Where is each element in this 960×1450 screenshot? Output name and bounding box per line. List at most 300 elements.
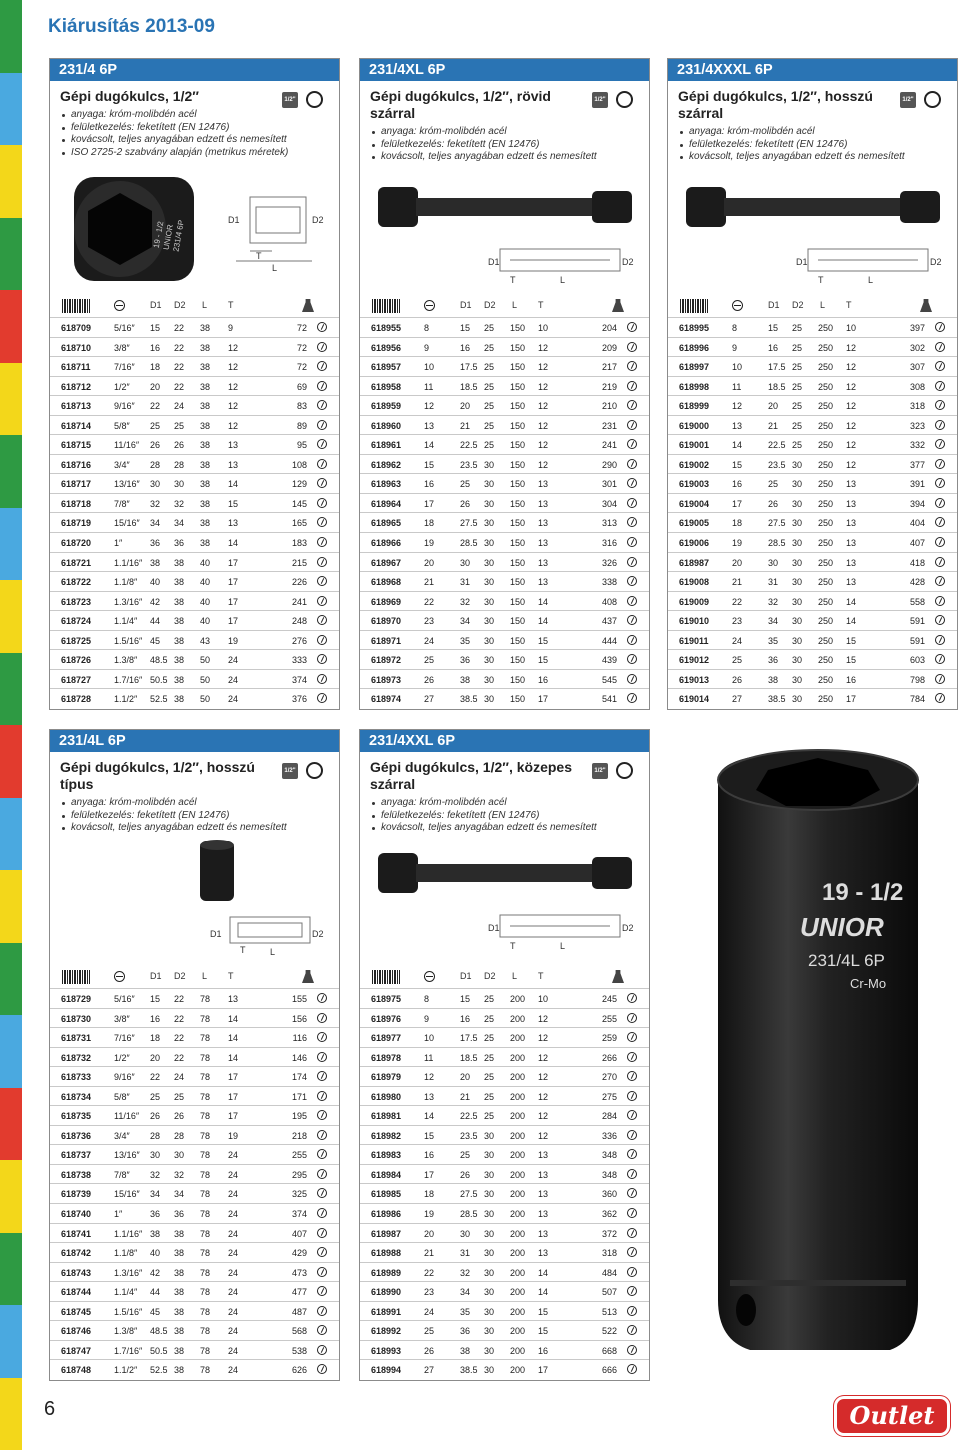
item-weight: 784 [909, 694, 925, 705]
table-row [360, 317, 649, 337]
table-row [50, 610, 339, 630]
item-value: 15/16″ [114, 1189, 140, 1200]
item-value: 30 [792, 694, 803, 705]
item-value: 19 [732, 538, 743, 549]
cr-mo-icon [935, 693, 945, 703]
item-code: 618980 [371, 1091, 402, 1102]
cr-mo-icon [317, 635, 327, 645]
item-value: 8 [732, 323, 738, 333]
item-value: 150 [510, 635, 526, 646]
table-row [50, 493, 339, 513]
item-value: 30 [484, 1287, 495, 1298]
cr-mo-icon [935, 381, 945, 391]
item-value: 38.5 [768, 694, 786, 705]
cr-mo-icon [627, 322, 637, 332]
item-value: 13 [228, 440, 239, 451]
item-value: 25 [792, 401, 803, 412]
item-value: 22.5 [460, 1111, 478, 1122]
cr-mo-icon [317, 322, 327, 332]
item-value: 13 [538, 1248, 549, 1259]
item-code: 618956 [371, 342, 402, 353]
table-row [360, 630, 649, 650]
size-icon [732, 300, 743, 311]
color-block [0, 943, 22, 1016]
product-illustration [50, 171, 339, 291]
item-value: 38 [174, 694, 185, 705]
item-weight: 270 [601, 1072, 617, 1083]
item-value: 24 [732, 635, 743, 646]
item-value: 13 [538, 1228, 549, 1239]
item-weight: 626 [291, 1365, 307, 1376]
item-code: 618979 [371, 1072, 402, 1083]
item-value: 3/4″ [114, 1130, 130, 1141]
table-row [360, 649, 649, 669]
item-code: 618993 [371, 1345, 402, 1356]
table-row [50, 1223, 339, 1243]
table-row [360, 571, 649, 591]
item-value: 22.5 [460, 440, 478, 451]
item-value: 13/16″ [114, 479, 140, 490]
table-row [668, 415, 957, 435]
item-value: 8 [424, 994, 430, 1004]
color-block [0, 798, 22, 871]
cr-mo-icon [627, 1071, 637, 1081]
size-icon [424, 971, 435, 982]
feature-item: anyaga: króm-molibdén acél [62, 797, 339, 810]
item-value: 250 [818, 362, 834, 373]
item-weight: 348 [601, 1169, 617, 1180]
item-value: 12 [538, 1130, 549, 1141]
item-value: 17 [424, 1169, 435, 1180]
cr-mo-icon [935, 400, 945, 410]
svg-text:L: L [272, 263, 278, 273]
item-value: 10 [424, 362, 435, 373]
col-t: T [228, 971, 234, 981]
item-value: 250 [818, 616, 834, 627]
table-row [50, 454, 339, 474]
item-value: 21 [460, 420, 471, 431]
item-weight: 307 [909, 362, 925, 373]
item-value: 14 [846, 596, 857, 607]
svg-text:T: T [818, 275, 824, 285]
item-value: 12 [538, 1072, 549, 1083]
feature-list [680, 126, 957, 164]
item-value: 25 [792, 381, 803, 392]
item-value: 78 [200, 1052, 211, 1063]
item-value: 18 [424, 1189, 435, 1200]
item-value: 19 [424, 1209, 435, 1220]
item-value: 30 [484, 1326, 495, 1337]
item-value: 30 [484, 1248, 495, 1259]
item-value: 38 [200, 323, 211, 333]
item-code: 618727 [61, 674, 92, 685]
item-value: 250 [818, 342, 834, 353]
cr-mo-icon [317, 1228, 327, 1238]
table-row [668, 630, 957, 650]
product-table [360, 317, 649, 708]
item-value: 34 [460, 616, 471, 627]
table-row [50, 1203, 339, 1223]
product-title: Gépi dugókulcs, 1/2″, közepes szárral [370, 759, 572, 792]
item-value: 9 [732, 342, 738, 353]
item-value: 28.5 [460, 538, 478, 549]
item-value: 30 [174, 479, 185, 490]
item-value: 27.5 [460, 518, 478, 529]
item-value: 32 [150, 498, 161, 509]
item-value: 1.1/4″ [114, 616, 138, 627]
item-value: 150 [510, 538, 526, 549]
item-value: 25 [174, 1091, 185, 1102]
item-weight: 318 [601, 1248, 617, 1259]
item-value: 38 [174, 674, 185, 685]
color-block [0, 1233, 22, 1306]
item-weight: 418 [909, 557, 925, 568]
table-row [50, 630, 339, 650]
item-value: 24 [228, 655, 239, 666]
item-value: 25 [424, 1326, 435, 1337]
item-value: 45 [150, 635, 161, 646]
item-code: 618963 [371, 479, 402, 490]
item-value: 7/16″ [114, 1033, 135, 1044]
item-code: 618975 [371, 994, 402, 1004]
table-row [50, 1281, 339, 1301]
item-value: 13 [538, 557, 549, 568]
cr-mo-icon [935, 478, 945, 488]
item-value: 17 [228, 1111, 239, 1122]
table-row [50, 1047, 339, 1067]
item-value: 13 [424, 420, 435, 431]
item-value: 1.3/8″ [114, 1326, 138, 1337]
item-value: 38 [200, 538, 211, 549]
item-value: 32 [768, 596, 779, 607]
item-value: 15 [150, 994, 161, 1004]
item-weight: 195 [291, 1111, 307, 1122]
table-row [50, 1262, 339, 1282]
item-value: 17 [538, 1365, 549, 1376]
item-value: 10 [538, 994, 549, 1004]
item-weight: 308 [909, 381, 925, 392]
item-value: 20 [150, 1052, 161, 1063]
table-row [668, 532, 957, 552]
item-value: 14 [228, 479, 239, 490]
item-weight: 487 [291, 1306, 307, 1317]
item-code: 618740 [61, 1209, 92, 1220]
item-code: 618743 [61, 1267, 92, 1278]
item-value: 26 [174, 1111, 185, 1122]
cr-mo-icon [935, 654, 945, 664]
item-value: 200 [510, 1306, 526, 1317]
item-weight: 248 [291, 616, 307, 627]
item-value: 78 [200, 1228, 211, 1239]
ring-icon [306, 762, 323, 779]
item-value: 23.5 [768, 459, 786, 470]
item-weight: 284 [601, 1111, 617, 1122]
item-value: 24 [228, 694, 239, 705]
svg-text:L: L [560, 941, 566, 951]
product-table [50, 988, 339, 1379]
item-code: 618958 [371, 381, 402, 392]
table-row [360, 669, 649, 689]
item-value: 78 [200, 1033, 211, 1044]
item-value: 27 [424, 694, 435, 705]
item-value: 12 [538, 362, 549, 373]
item-value: 24 [424, 635, 435, 646]
item-value: 40 [150, 1248, 161, 1259]
item-value: 15 [538, 635, 549, 646]
item-value: 28.5 [460, 1209, 478, 1220]
table-row [360, 552, 649, 572]
item-value: 12 [228, 420, 239, 431]
item-value: 30 [484, 1130, 495, 1141]
item-value: 24 [228, 1267, 239, 1278]
item-value: 24 [228, 1228, 239, 1239]
table-row [50, 591, 339, 611]
drive-size-icon: 1/2" [282, 763, 298, 779]
item-value: 23 [424, 616, 435, 627]
table-row [50, 1008, 339, 1028]
item-value: 200 [510, 1248, 526, 1259]
item-value: 40 [150, 577, 161, 588]
item-value: 28.5 [768, 538, 786, 549]
item-value: 32 [460, 1267, 471, 1278]
item-value: 12 [538, 381, 549, 392]
product-code-header: 231/4XL 6P [360, 59, 649, 81]
item-code: 618734 [61, 1091, 92, 1102]
item-value: 200 [510, 1150, 526, 1161]
item-value: 9 [424, 342, 430, 353]
item-value: 18 [732, 518, 743, 529]
item-value: 25 [150, 1091, 161, 1102]
item-code: 618959 [371, 401, 402, 412]
item-value: 78 [200, 1130, 211, 1141]
table-header [668, 297, 957, 315]
cr-mo-icon [627, 993, 637, 1003]
feature-item: kovácsolt, teljes anyagában edzett és nemesített [680, 151, 957, 164]
item-value: 30 [484, 557, 495, 568]
item-weight: 209 [601, 342, 617, 353]
item-value: 9 [424, 1013, 430, 1024]
item-value: 150 [510, 362, 526, 373]
item-value: 12 [228, 342, 239, 353]
item-value: 25 [460, 1150, 471, 1161]
item-value: 15 [424, 459, 435, 470]
product-illustration [50, 837, 339, 957]
color-block [0, 145, 22, 218]
item-code: 618997 [679, 362, 710, 373]
item-code: 618737 [61, 1150, 92, 1161]
item-value: 150 [510, 557, 526, 568]
table-row [360, 1203, 649, 1223]
svg-text:D2: D2 [312, 215, 324, 225]
item-code: 618987 [371, 1228, 402, 1239]
feature-item: felületkezelés: feketített (EN 12476) [372, 810, 649, 823]
product-illustration [360, 171, 649, 291]
item-value: 52.5 [150, 1365, 168, 1376]
item-value: 9/16″ [114, 1072, 135, 1083]
item-weight: 477 [291, 1287, 307, 1298]
item-value: 23 [424, 1287, 435, 1298]
item-value: 24 [228, 1326, 239, 1337]
drive-icons [282, 91, 323, 108]
table-row [360, 1359, 649, 1379]
table-row [50, 395, 339, 415]
item-weight: 245 [601, 994, 617, 1004]
feature-item: kovácsolt, teljes anyagában edzett és nemesített [372, 822, 649, 835]
cr-mo-icon [935, 342, 945, 352]
item-value: 8 [424, 323, 430, 333]
item-code: 618967 [371, 557, 402, 568]
item-code: 619000 [679, 420, 710, 431]
item-weight: 241 [291, 596, 307, 607]
item-value: 38 [460, 674, 471, 685]
col-t: T [538, 300, 544, 310]
item-value: 25 [460, 479, 471, 490]
table-row [50, 1183, 339, 1203]
item-value: 16 [460, 342, 471, 353]
table-row [360, 415, 649, 435]
svg-text:D1: D1 [228, 215, 240, 225]
item-value: 14 [538, 1287, 549, 1298]
cr-mo-icon [627, 1247, 637, 1257]
table-header [50, 968, 339, 986]
cr-mo-icon [627, 1228, 637, 1238]
color-block [0, 1305, 22, 1378]
item-value: 24 [174, 1072, 185, 1083]
item-value: 12 [538, 342, 549, 353]
item-value: 21 [424, 1248, 435, 1259]
table-row [360, 337, 649, 357]
item-value: 150 [510, 440, 526, 451]
barcode-icon [62, 970, 90, 984]
item-value: 250 [818, 323, 834, 333]
item-value: 150 [510, 655, 526, 666]
item-value: 12 [228, 401, 239, 412]
table-row [50, 669, 339, 689]
product-panel-231-4xxxl [667, 58, 958, 710]
table-row [360, 1144, 649, 1164]
item-value: 26 [732, 674, 743, 685]
item-value: 27 [732, 694, 743, 705]
item-value: 17 [228, 557, 239, 568]
item-value: 78 [200, 1150, 211, 1161]
item-code: 618988 [371, 1248, 402, 1259]
item-code: 618728 [61, 694, 92, 705]
item-code: 618960 [371, 420, 402, 431]
item-value: 14 [846, 616, 857, 627]
item-code: 619001 [679, 440, 710, 451]
item-value: 34 [460, 1287, 471, 1298]
item-value: 200 [510, 1052, 526, 1063]
feature-item: anyaga: króm-molibdén acél [372, 797, 649, 810]
item-weight: 210 [601, 401, 617, 412]
item-value: 19 [228, 1130, 239, 1141]
table-row [360, 1223, 649, 1243]
color-block [0, 0, 22, 73]
item-value: 14 [538, 596, 549, 607]
table-row [50, 532, 339, 552]
item-value: 25 [150, 420, 161, 431]
item-value: 25 [484, 1111, 495, 1122]
table-row [360, 1047, 649, 1067]
item-value: 24 [228, 1287, 239, 1298]
item-weight: 473 [291, 1267, 307, 1278]
cr-mo-icon [317, 1013, 327, 1023]
item-value: 24 [228, 1150, 239, 1161]
item-value: 10 [732, 362, 743, 373]
item-value: 38 [174, 1287, 185, 1298]
item-weight: 204 [601, 323, 617, 333]
item-value: 12 [228, 362, 239, 373]
table-row [50, 1301, 339, 1321]
item-code: 618723 [61, 596, 92, 607]
cr-mo-icon [317, 1149, 327, 1159]
item-value: 36 [174, 1209, 185, 1220]
col-t: T [538, 971, 544, 981]
table-row [50, 649, 339, 669]
table-row [360, 454, 649, 474]
table-row [668, 493, 957, 513]
product-code-header: 231/4 6P [50, 59, 339, 81]
item-value: 250 [818, 440, 834, 451]
item-weight: 666 [601, 1365, 617, 1376]
color-block [0, 290, 22, 363]
item-value: 12 [538, 1052, 549, 1063]
table-row [360, 688, 649, 708]
cr-mo-icon [627, 576, 637, 586]
item-code: 619003 [679, 479, 710, 490]
item-code: 618973 [371, 674, 402, 685]
item-value: 13 [228, 518, 239, 529]
item-value: 32 [150, 1169, 161, 1180]
item-value: 1.5/16″ [114, 1306, 143, 1317]
table-row [360, 1027, 649, 1047]
item-value: 20 [768, 401, 779, 412]
item-weight: 171 [291, 1091, 307, 1102]
item-value: 14 [538, 616, 549, 627]
item-value: 18 [424, 518, 435, 529]
item-code: 619004 [679, 498, 710, 509]
item-value: 78 [200, 1306, 211, 1317]
cr-mo-icon [935, 557, 945, 567]
item-code: 618974 [371, 694, 402, 705]
item-value: 13 [846, 498, 857, 509]
size-icon [114, 971, 125, 982]
item-weight: 316 [601, 538, 617, 549]
cr-mo-icon [935, 322, 945, 332]
table-row [360, 591, 649, 611]
svg-text:D2: D2 [312, 929, 324, 939]
item-value: 30 [484, 1189, 495, 1200]
table-row [50, 1105, 339, 1125]
item-value: 25 [484, 342, 495, 353]
color-block [0, 435, 22, 508]
cr-mo-icon [317, 596, 327, 606]
cr-mo-icon [935, 615, 945, 625]
cr-mo-icon [317, 1130, 327, 1140]
product-panel-231-4xxl [359, 729, 650, 1381]
svg-text:D1: D1 [488, 257, 500, 267]
col-d2: D2 [174, 971, 186, 981]
table-row [50, 1164, 339, 1184]
item-value: 38 [200, 401, 211, 412]
item-code: 619002 [679, 459, 710, 470]
item-value: 12 [538, 1013, 549, 1024]
item-value: 27.5 [460, 1189, 478, 1200]
barcode-icon [372, 970, 400, 984]
item-weight: 326 [601, 557, 617, 568]
feature-item: anyaga: króm-molibdén acél [62, 109, 339, 122]
item-value: 19 [424, 538, 435, 549]
